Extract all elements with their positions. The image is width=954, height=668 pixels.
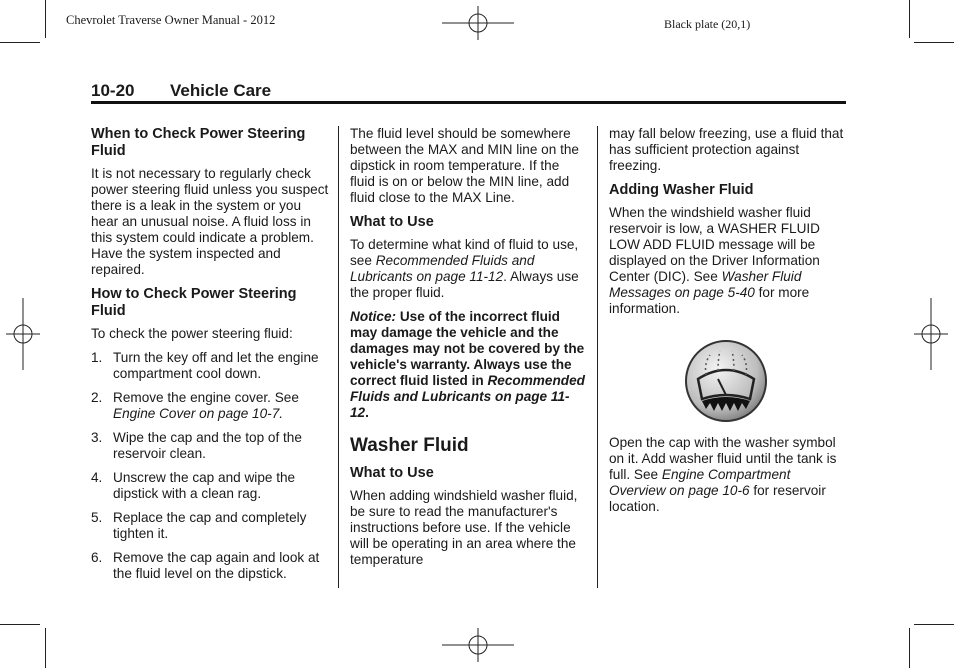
cross-reference-link[interactable]: Washer Fluid Messages on page 5-40 [609, 269, 802, 300]
print-header-plate: Black plate (20,1) [664, 17, 751, 31]
header-rule [91, 101, 846, 104]
list-item: 5. Replace the cap and completely tighten it. [91, 510, 307, 541]
cross-reference-link[interactable]: Recommended Fluids and Lubricants on page 11-12 [350, 253, 535, 284]
crop-mark [0, 42, 40, 43]
list-item: 4. Unscrew the cap and wipe the dipstick with a clean rag. [91, 470, 296, 501]
page-number: 10-20 [91, 81, 135, 100]
registration-mark-icon [442, 628, 514, 662]
column-divider [597, 126, 598, 588]
registration-mark-icon [6, 298, 40, 370]
notice-label: Notice: [350, 309, 397, 324]
paragraph: may fall below freezing, use a fluid that has sufficient protection against freezing. [609, 126, 844, 173]
list-item: 6. Remove the cap again and look at the fluid level on the dipstick. [91, 550, 320, 581]
registration-mark-icon [442, 6, 514, 40]
crop-mark [914, 42, 954, 43]
paragraph: When adding windshield washer fluid, be sure to read the manufacturer's instructions before use. If the vehicle will be operating in an area where the temperature [350, 488, 578, 567]
paragraph: It is not necessary to regularly check power steering fluid unless you suspect there is a leak in the system or you hear an unusual noise. A fluid loss in this system could indicate a problem. Have the system inspected and repaired. [91, 166, 329, 277]
heading-adding-washer-fluid: Adding Washer Fluid [609, 182, 754, 198]
crop-mark [909, 628, 910, 668]
heading-washer-fluid: Washer Fluid [350, 435, 469, 456]
column-2 [350, 126, 585, 576]
crop-mark [914, 624, 954, 625]
paragraph: When the windshield washer fluid reservoir is low, a WASHER FLUID LOW ADD FLUID message will be displayed on the Driver Information Center (DIC). See Washer Fluid Messages on page 5-40 for more information. [609, 205, 820, 316]
list-item: 2. Remove the engine cover. See Engine Cover on page 10-7. [91, 390, 299, 421]
column-3 [609, 126, 849, 523]
print-header-title: Chevrolet Traverse Owner Manual - 2012 [66, 13, 276, 27]
paragraph: To determine what kind of fluid to use, see Recommended Fluids and Lubricants on page 11-12. Always use the proper fluid. [350, 237, 579, 300]
paragraph: Open the cap with the washer symbol on it. Add washer fluid until the tank is full. See Engine Compartment Overview on page 10-6 for reservoir location. [609, 435, 837, 514]
crop-mark [909, 0, 910, 38]
crop-mark [0, 624, 40, 625]
paragraph: To check the power steering fluid: [91, 326, 293, 341]
registration-mark-icon [914, 298, 948, 370]
paragraph: The fluid level should be somewhere between the MAX and MIN line on the dipstick in room temperature. If the fluid is on or below the MIN line, add fluid close to the MAX Line. [350, 126, 579, 205]
cross-reference-link[interactable]: Recommended Fluids and Lubricants on page 11-12 [350, 373, 585, 420]
cross-reference-link[interactable]: Engine Compartment Overview on page 10-6 [609, 467, 791, 498]
list-item: 1. Turn the key off and let the engine compartment cool down. [91, 350, 319, 381]
heading-when-to-check: When to Check Power Steering Fluid [91, 126, 306, 159]
column-1 [91, 126, 331, 590]
washer-fluid-symbol-icon [684, 339, 768, 423]
list-item: 3. Wipe the cap and the top of the reservoir clean. [91, 430, 302, 461]
heading-what-to-use: What to Use [350, 465, 434, 481]
cross-reference-link[interactable]: Engine Cover on page 10-7. [113, 406, 284, 421]
notice: Notice: Use of the incorrect fluid may damage the vehicle and the damages may not be covered by the vehicle's warranty. Always use the correct fluid listed in Recommended Fluids and Lubricants on page 11-12. [350, 309, 585, 420]
steps-list [91, 350, 331, 582]
heading-what-to-use: What to Use [350, 214, 434, 230]
section-header [91, 81, 846, 101]
column-divider [338, 126, 339, 588]
crop-mark [45, 0, 46, 38]
heading-how-to-check: How to Check Power Steering Fluid [91, 286, 297, 319]
crop-mark [45, 628, 46, 668]
section-title: Vehicle Care [170, 81, 272, 100]
